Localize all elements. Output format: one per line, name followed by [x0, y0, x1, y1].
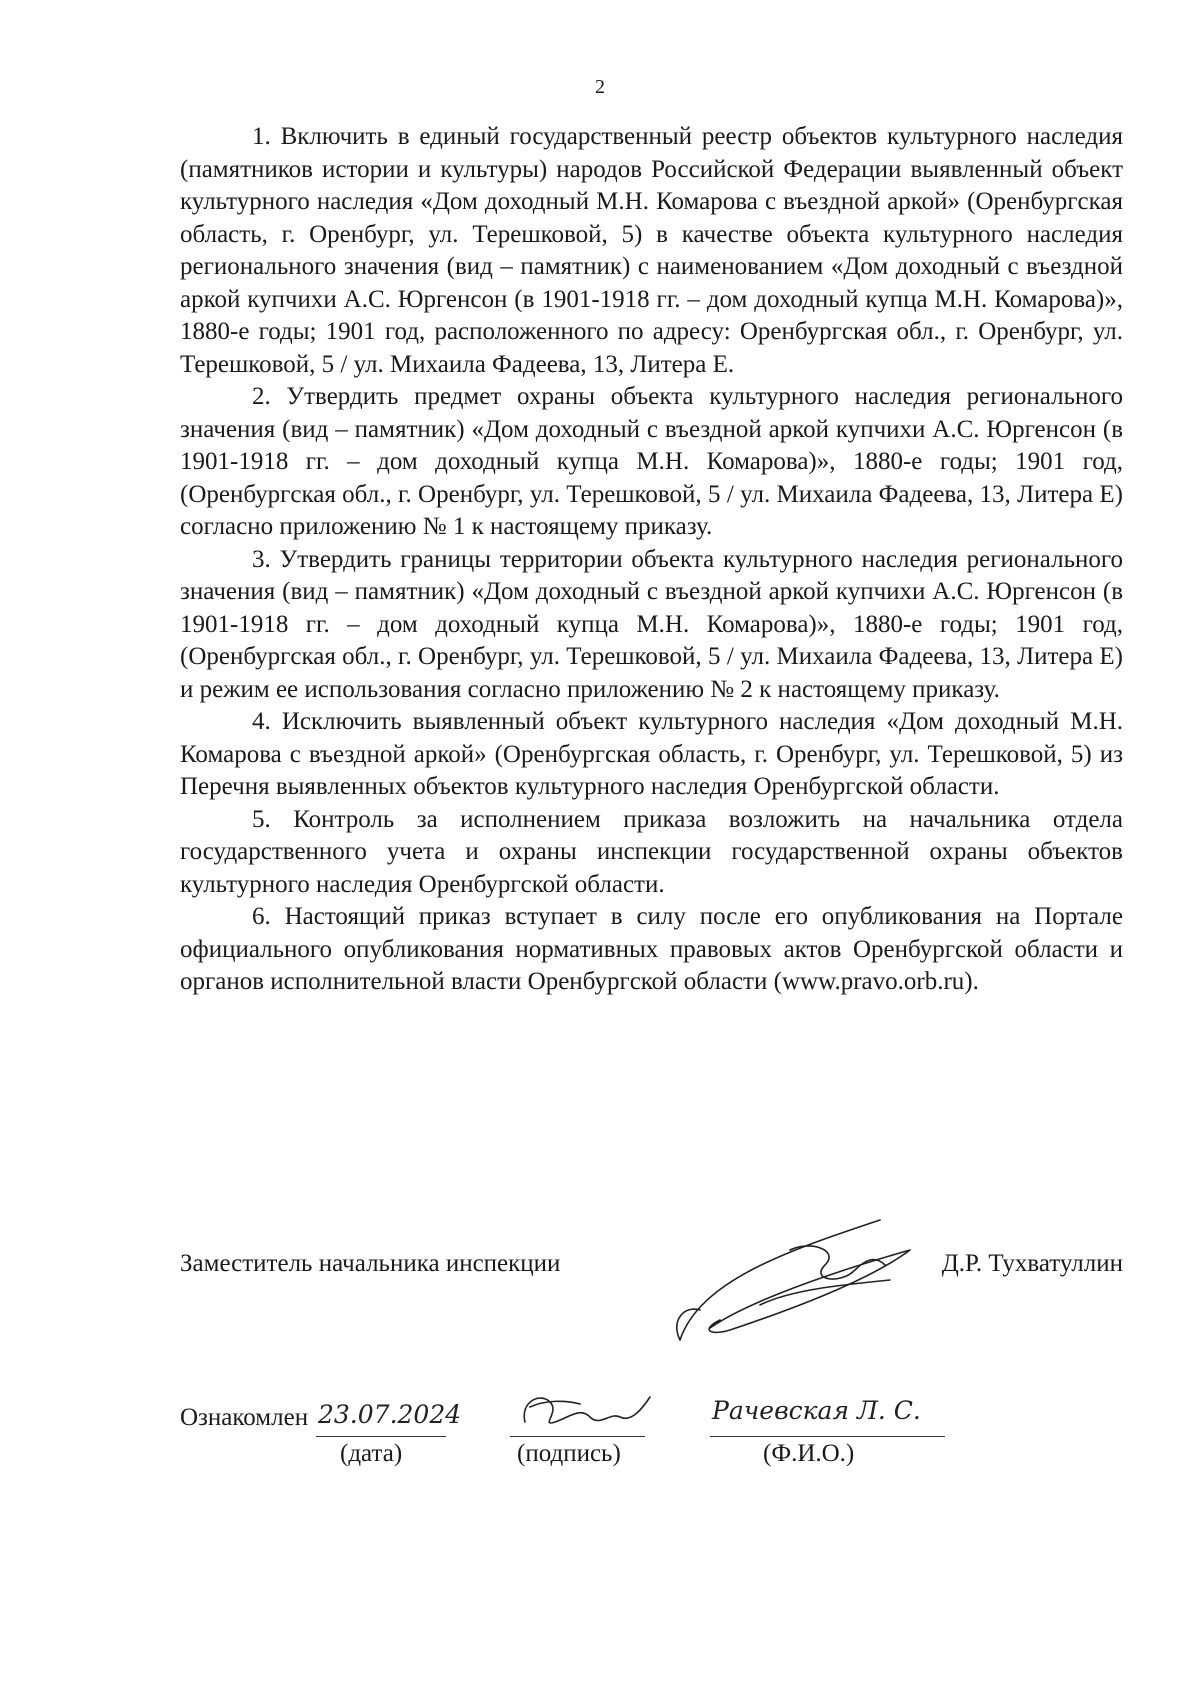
- handwritten-signature: [640, 1210, 940, 1360]
- paragraph-4: 4. Исключить выявленный объект культурного наследия «Дом доходный М.Н. Комарова с въездной аркой» (Оренбургская область, г. Оренбург, ул. Терешковой, 5) из Перечня выявленных объектов культурного наследия Оренбургской области.: [180, 708, 1123, 800]
- page-number: 2: [595, 76, 605, 98]
- date-caption: (дата): [340, 1440, 403, 1467]
- fio-caption: (Ф.И.О.): [763, 1440, 855, 1467]
- signer-name: Д.Р. Тухватуллин: [941, 1250, 1123, 1277]
- order-body: [180, 121, 1123, 999]
- acknowledgement-block: [180, 1390, 1123, 1480]
- fio-underline: [710, 1436, 945, 1437]
- paragraph-5: 5. Контроль за исполнением приказа возложить на начальника отдела государственного учета и охраны инспекции государственной охраны объектов культурного наследия Оренбургской области.: [180, 805, 1123, 898]
- paragraph-2: 2. Утвердить предмет охраны объекта культурного наследия регионального значения (вид – памятник) «Дом доходный с въездной аркой купчихи А.С. Юргенсон (в 1901-1918 гг. – дом доходный купца М.Н. Комарова)», 1880-е годы; 1901 год, (Оренбургская обл., г. Оренбург, ул. Терешковой, 5 / ул. Михаила Фадеева, 13, Литера Е) согласно приложению № 1 к настоящему приказу.: [180, 383, 1123, 540]
- paragraph-3: 3. Утвердить границы территории объекта культурного наследия регионального значения (вид – памятник) «Дом доходный с въездной аркой купчихи А.С. Юргенсон (в 1901-1918 гг. – дом доходный купца М.Н. Комарова)», 1880-е годы; 1901 год, (Оренбургская обл., г. Оренбург, ул. Терешковой, 5 / ул. Михаила Фадеева, 13, Литера Е) и режим ее использования согласно приложению № 2 к настоящему приказу.: [180, 545, 1123, 703]
- signer-position: Заместитель начальника инспекции: [180, 1250, 561, 1277]
- handwritten-date: 23.07.2024: [318, 1400, 462, 1429]
- handwritten-initials: [510, 1382, 660, 1442]
- paragraph-6: 6. Настоящий приказ вступает в силу после его опубликования на Портале официального опубликования нормативных правовых актов Оренбургской области и органов исполнительной власти Оренбургской области (www.pravo.orb.ru).: [180, 903, 1123, 995]
- acknowledged-label: Ознакомлен: [180, 1404, 309, 1431]
- signature-block: [180, 1230, 1123, 1350]
- paragraph-1: 1. Включить в единый государственный реестр объектов культурного наследия (памятников истории и культуры) народов Российской Федерации выявленный объект культурного наследия «Дом доходный М.Н. Комарова с въездной аркой» (Оренбургская область, г. Оренбург, ул. Терешковой, 5) в качестве объекта культурного наследия регионального значения (вид – памятник) с наименованием «Дом доходный с въездной аркой купчихи А.С. Юргенсон (в 1901-1918 гг. – дом доходный купца М.Н. Комарова)», 1880-е годы; 1901 год, расположенного по адресу: Оренбургская обл., г. Оренбург, ул. Терешковой, 5 / ул. Михаила Фадеева, 13, Литера Е.: [180, 123, 1123, 378]
- date-underline: [316, 1436, 446, 1437]
- signature-caption: (подпись): [517, 1440, 621, 1467]
- handwritten-fio: Рачевская Л. С.: [712, 1396, 921, 1425]
- signature-underline: [510, 1436, 645, 1437]
